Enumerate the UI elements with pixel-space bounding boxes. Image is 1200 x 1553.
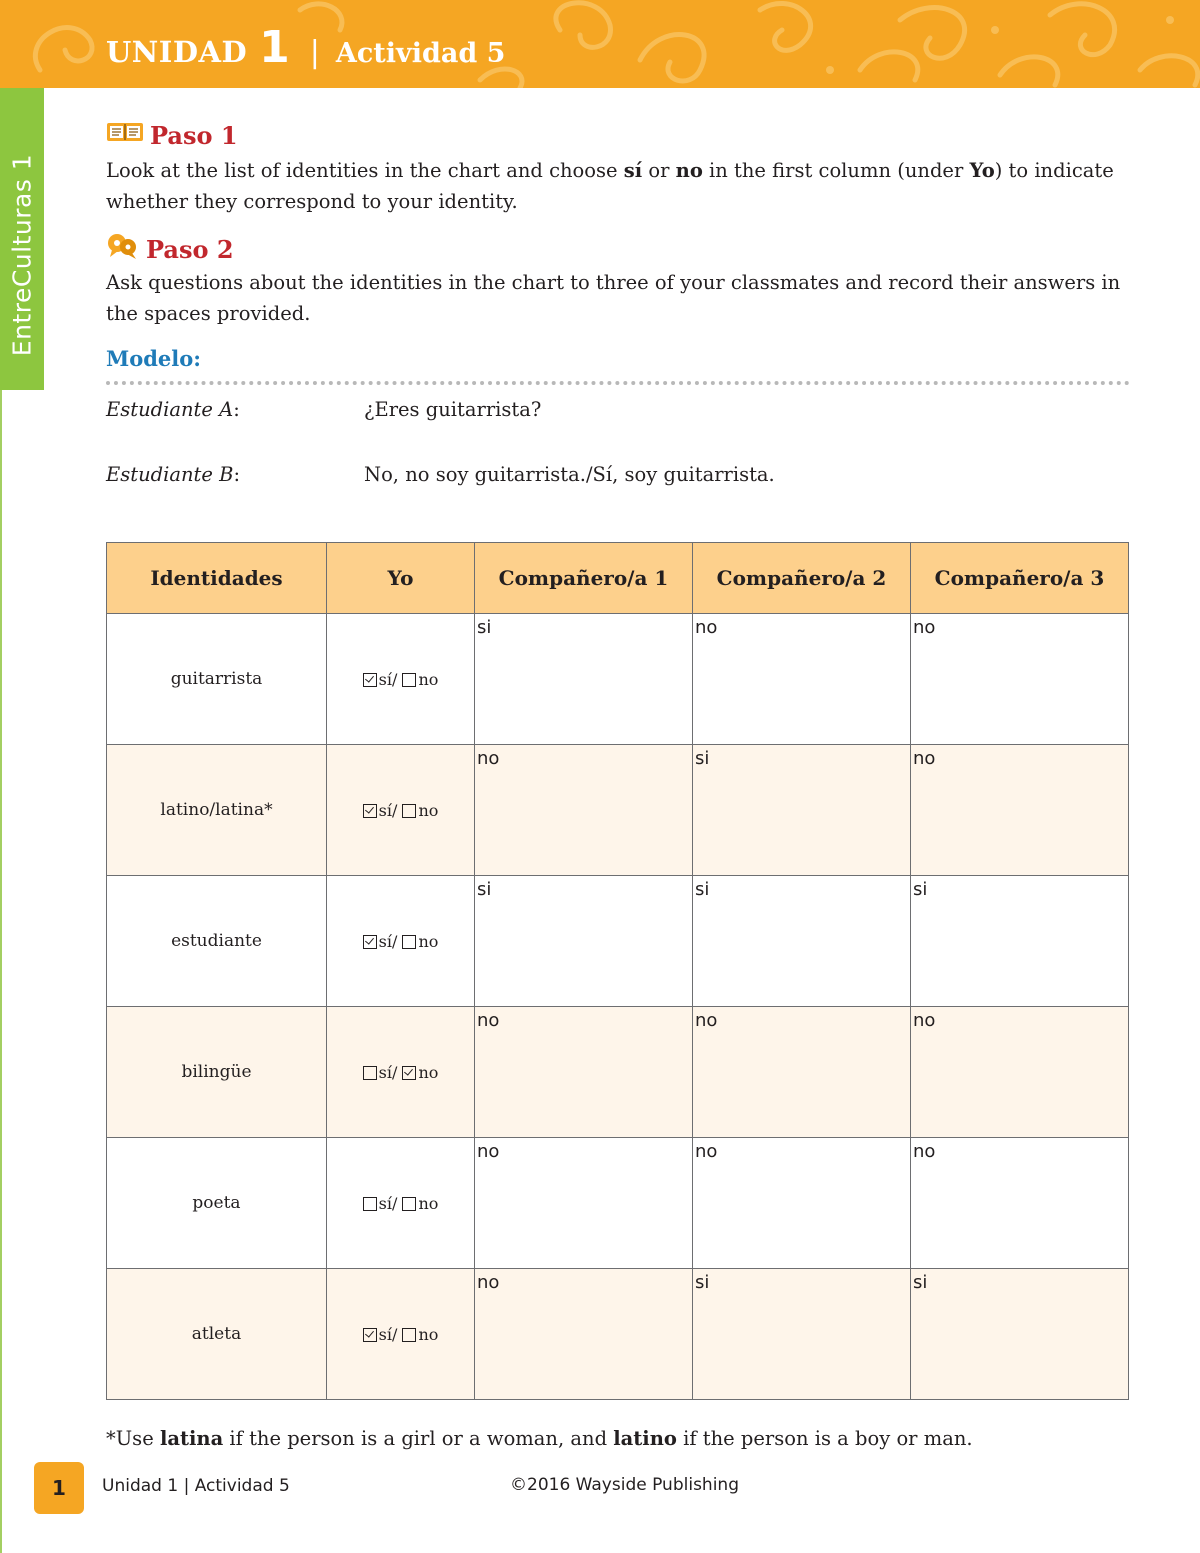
no-label: no: [418, 1194, 439, 1213]
no-label: no: [418, 670, 439, 689]
companero-2-answer[interactable]: no: [693, 1007, 911, 1138]
yo-cell: [327, 1007, 475, 1138]
estudiante-b-colon: :: [233, 463, 241, 486]
side-tab-label: EntreCulturas 1: [7, 153, 37, 357]
companero-3-answer[interactable]: no: [911, 745, 1129, 876]
page-header: [0, 0, 1200, 88]
companero-1-answer[interactable]: no: [475, 745, 693, 876]
footer-unit-label: Unidad 1 | Actividad 5: [102, 1476, 290, 1496]
companero-3-answer[interactable]: no: [911, 614, 1129, 745]
paso1-text-a: Look at the list of identities in the chart and choose: [106, 159, 624, 182]
no-label: no: [418, 932, 439, 951]
table-row: [107, 876, 1129, 1007]
no-checkbox[interactable]: [402, 804, 416, 818]
dotted-divider: [106, 381, 1130, 385]
header-companero-2: Compañero/a 2: [693, 543, 911, 614]
paso1-bold-no: no: [675, 159, 703, 182]
table-row: [107, 1138, 1129, 1269]
si-label: sí/: [378, 1194, 398, 1213]
no-label: no: [418, 1063, 439, 1082]
si-checkbox[interactable]: [363, 673, 377, 687]
footnote-e: if the person is a boy or man.: [676, 1427, 973, 1450]
no-checkbox[interactable]: [402, 673, 416, 687]
page-number: 1: [34, 1462, 84, 1514]
companero-3-answer[interactable]: no: [911, 1138, 1129, 1269]
estudiante-a-question: ¿Eres guitarrista?: [364, 398, 542, 421]
no-checkbox[interactable]: [402, 935, 416, 949]
si-checkbox[interactable]: [363, 804, 377, 818]
estudiante-a-colon: :: [233, 398, 240, 421]
paso1-text-c: in the first column (under: [702, 159, 970, 182]
header-yo: Yo: [327, 543, 475, 614]
companero-3-answer[interactable]: si: [911, 1269, 1129, 1400]
companero-2-answer[interactable]: no: [693, 614, 911, 745]
identidad-cell: bilingüe: [107, 1007, 327, 1138]
estudiante-a-label: [106, 398, 240, 421]
footnote-latino: latino: [613, 1427, 677, 1450]
si-checkbox[interactable]: [363, 1066, 377, 1080]
header-companero-1: Compañero/a 1: [475, 543, 693, 614]
estudiante-a-name: Estudiante A: [106, 398, 234, 421]
si-checkbox[interactable]: [363, 935, 377, 949]
identidad-cell: estudiante: [107, 876, 327, 1007]
paso1-bold-yo: Yo: [969, 159, 995, 182]
unidad-number: 1: [259, 22, 290, 73]
no-checkbox[interactable]: [402, 1066, 416, 1080]
companero-1-answer[interactable]: no: [475, 1007, 693, 1138]
footnote: [106, 1427, 973, 1450]
no-checkbox[interactable]: [402, 1197, 416, 1211]
estudiante-b-label: [106, 463, 240, 486]
companero-1-answer[interactable]: no: [475, 1269, 693, 1400]
companero-1-answer[interactable]: no: [475, 1138, 693, 1269]
unidad-label: UNIDAD: [106, 35, 248, 69]
identidad-cell: guitarrista: [107, 614, 327, 745]
companero-2-answer[interactable]: si: [693, 876, 911, 1007]
conversation-icon: [106, 232, 140, 266]
table-header-row: [107, 543, 1129, 614]
companero-2-answer[interactable]: si: [693, 1269, 911, 1400]
identities-table: [106, 542, 1129, 1400]
companero-2-answer[interactable]: no: [693, 1138, 911, 1269]
reading-icon: [106, 120, 144, 150]
modelo-label: Modelo:: [106, 346, 202, 371]
header-companero-3: Compañero/a 3: [911, 543, 1129, 614]
yo-cell: [327, 1138, 475, 1269]
paso1-heading: [106, 120, 238, 150]
companero-3-answer[interactable]: si: [911, 876, 1129, 1007]
companero-3-answer[interactable]: no: [911, 1007, 1129, 1138]
yo-cell: [327, 876, 475, 1007]
estudiante-b-name: Estudiante B: [106, 463, 234, 486]
companero-2-answer[interactable]: si: [693, 745, 911, 876]
table-row: [107, 1269, 1129, 1400]
si-label: sí/: [378, 801, 398, 820]
footnote-a: *Use: [106, 1427, 160, 1450]
companero-1-answer[interactable]: si: [475, 614, 693, 745]
paso1-text-b: or: [642, 159, 676, 182]
footnote-c: if the person is a girl or a woman, and: [223, 1427, 614, 1450]
footnote-latina: latina: [159, 1427, 224, 1450]
si-checkbox[interactable]: [363, 1197, 377, 1211]
no-label: no: [418, 1325, 439, 1344]
paso1-text-d: ) to indicate whether they correspond to your identity.: [106, 159, 1114, 213]
side-divider-line: [0, 390, 2, 1553]
no-label: no: [418, 801, 439, 820]
si-label: sí/: [378, 670, 398, 689]
unit-activity-title: [106, 22, 505, 72]
yo-cell: [327, 745, 475, 876]
si-label: sí/: [378, 1325, 398, 1344]
yo-cell: [327, 1269, 475, 1400]
companero-1-answer[interactable]: si: [475, 876, 693, 1007]
table-row: [107, 745, 1129, 876]
paso2-title: Paso 2: [146, 234, 234, 264]
si-label: sí/: [378, 1063, 398, 1082]
paso1-bold-si: sí: [623, 159, 643, 182]
no-checkbox[interactable]: [402, 1328, 416, 1342]
title-separator: |: [309, 35, 320, 70]
paso2-instructions: Ask questions about the identities in the chart to three of your classmates and record their answers in the spaces provided.: [106, 271, 1121, 325]
identidad-cell: poeta: [107, 1138, 327, 1269]
footer-copyright: ©2016 Wayside Publishing: [510, 1475, 739, 1495]
header-identidades: Identidades: [107, 543, 327, 614]
paso2-heading: [106, 232, 234, 266]
paso1-title: Paso 1: [150, 120, 238, 150]
table-row: [107, 1007, 1129, 1138]
identidad-cell: atleta: [107, 1269, 327, 1400]
paso1-instructions: [106, 155, 1136, 217]
actividad-label: Actividad 5: [335, 38, 506, 69]
table-row: [107, 614, 1129, 745]
yo-cell: [327, 614, 475, 745]
identidad-cell: latino/latina*: [107, 745, 327, 876]
estudiante-b-answer: No, no soy guitarrista./Sí, soy guitarrista.: [364, 463, 775, 486]
si-checkbox[interactable]: [363, 1328, 377, 1342]
si-label: sí/: [378, 932, 398, 951]
